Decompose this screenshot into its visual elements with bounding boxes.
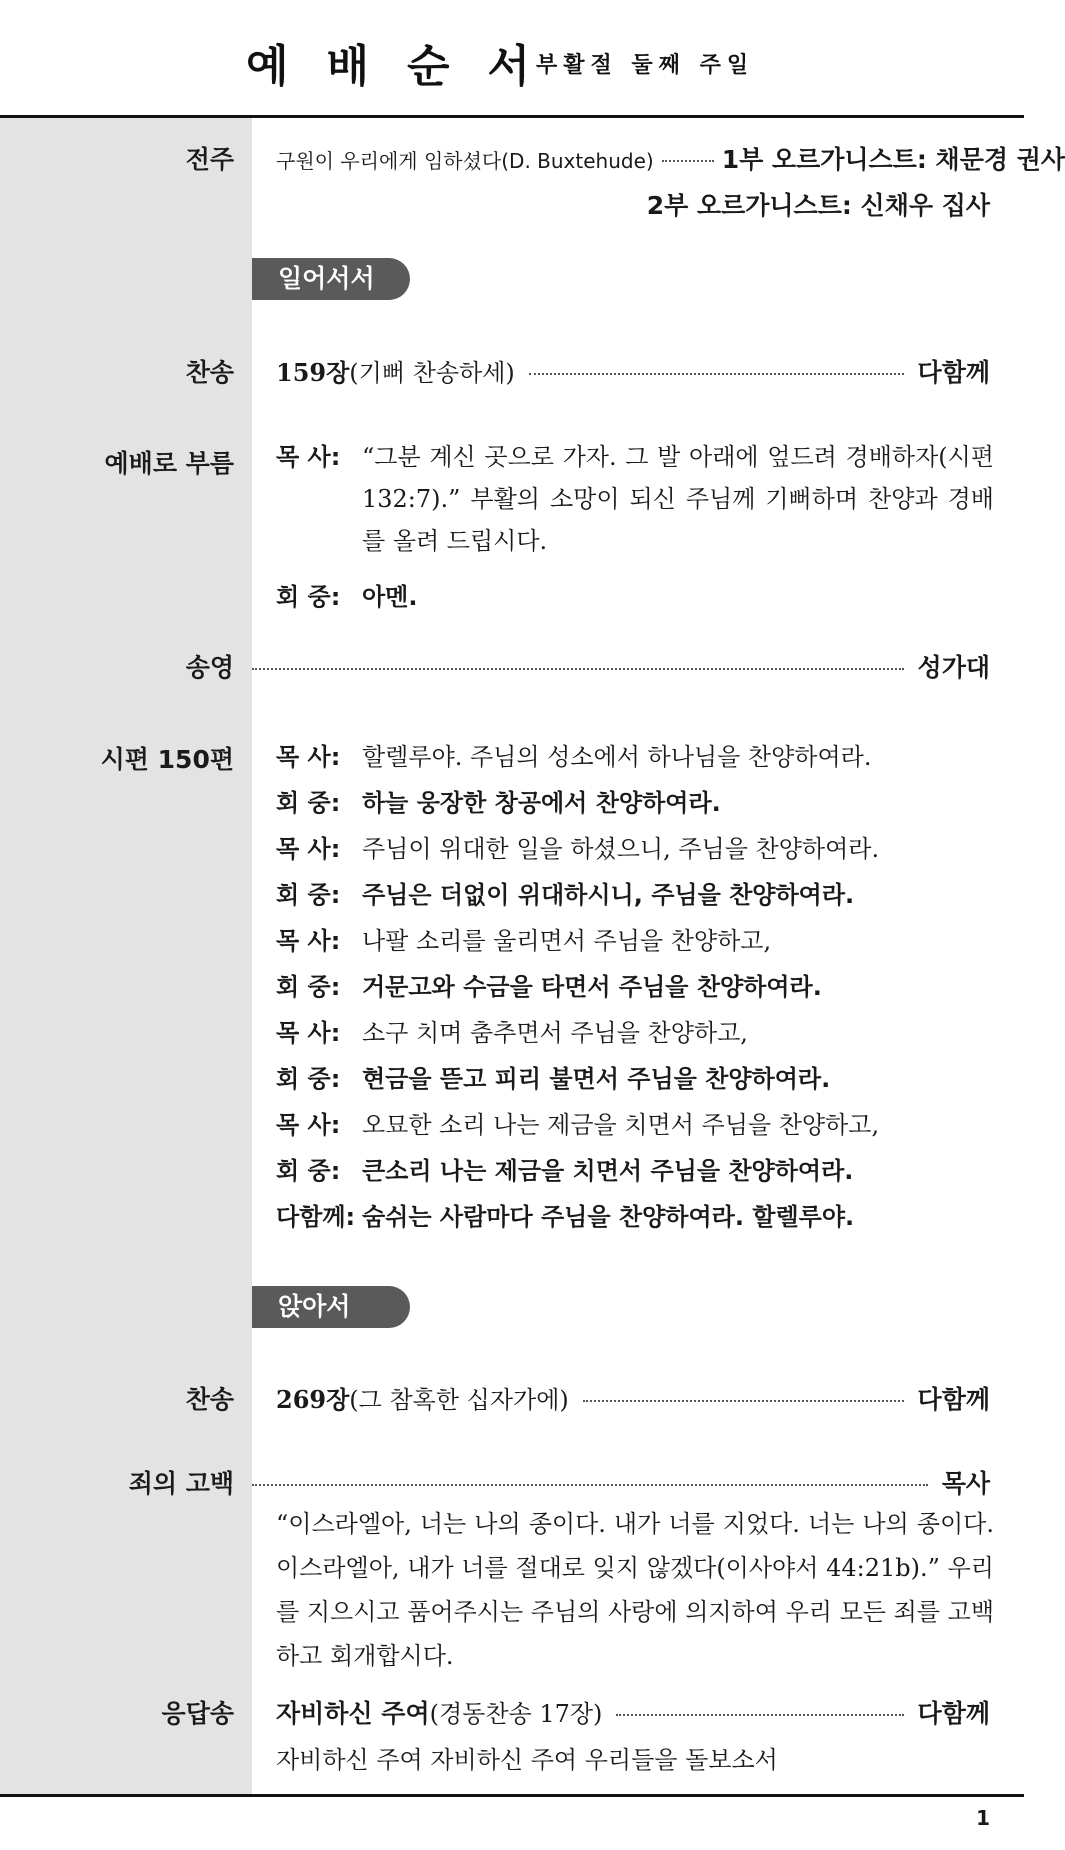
leader-dots (616, 1714, 903, 1716)
leader-dots (529, 373, 904, 375)
psalm-line (276, 920, 994, 962)
psalm-line (276, 828, 994, 870)
psalm-line (276, 1104, 994, 1146)
psalm-line (276, 736, 994, 778)
call-pastor-text: “그분 계신 곳으로 가자. 그 발 아래에 엎드려 경배하자(시편 132:7).” 부활의 소망이 되신 주님께 기뻐하며 찬양과 경배를 올려 드립시다. (362, 443, 994, 555)
page-number: 1 (976, 1806, 990, 1830)
anthem-line (252, 648, 990, 684)
bottom-divider (0, 1794, 1024, 1797)
hymn1-label: 찬송 (185, 358, 234, 387)
psalm-line-text: 하늘 웅장한 창공에서 찬양하여라. (362, 789, 721, 817)
leader-dots (252, 668, 904, 670)
role-label: 회 중: (276, 973, 341, 1001)
confession-label: 죄의 고백 (128, 1469, 234, 1498)
response-line (276, 1694, 990, 1730)
psalm-line-text: 소구 치며 춤추면서 주님을 찬양하고, (362, 1019, 748, 1047)
psalm-line-text: 현금을 뜯고 피리 불면서 주님을 찬양하여라. (362, 1065, 831, 1093)
psalm-line (276, 1058, 994, 1100)
prelude-line-2 (276, 186, 990, 222)
page-title: 예배순서 (246, 41, 569, 92)
prelude-organist-1: 1부 오르가니스트: 채문경 권사 (721, 145, 1065, 174)
psalm-line-text: 할렐루야. 주님의 성소에서 하나님을 찬양하여라. (362, 743, 872, 771)
psalm-line-text: 주님은 더없이 위대하시니, 주님을 찬양하여라. (362, 881, 855, 909)
page-header (0, 0, 1024, 117)
psalm-line-text: 큰소리 나는 제금을 치면서 주님을 찬양하여라. (362, 1157, 854, 1185)
confession-line (252, 1464, 990, 1500)
confession-leader: 목사 (941, 1469, 990, 1498)
response-label: 응답송 (161, 1699, 234, 1728)
psalm-line (276, 1196, 994, 1238)
hymn1-performer: 다함께 (917, 358, 990, 387)
psalm-line (276, 1012, 994, 1054)
anthem-label: 송영 (185, 653, 234, 682)
role-label: 회 중: (276, 583, 341, 611)
role-label: 목 사: (276, 835, 341, 863)
prelude-organist-2: 2부 오르가니스트: 신채우 집사 (646, 191, 990, 220)
response-performer: 다함께 (917, 1699, 990, 1728)
psalm-line-text: 주님이 위대한 일을 하셨으니, 주님을 찬양하여라. (362, 835, 880, 863)
anthem-performer: 성가대 (917, 653, 990, 682)
sit-banner: 앉아서 (252, 1286, 410, 1328)
role-label: 목 사: (276, 1111, 341, 1139)
leader-dots (252, 1484, 928, 1486)
psalm-line (276, 966, 994, 1008)
role-label: 목 사: (276, 443, 341, 471)
call-label: 예배로 부름 (104, 449, 234, 478)
psalm-line-text: 거문고와 수금을 타면서 주님을 찬양하여라. (362, 973, 822, 1001)
stand-banner: 일어서서 (252, 258, 410, 300)
psalm-line-text: 오묘한 소리 나는 제금을 치면서 주님을 찬양하고, (362, 1111, 880, 1139)
response-lyric: 자비하신 주여 자비하신 주여 우리들을 돌보소서 (276, 1746, 778, 1774)
hymn1-number: 159장 (276, 358, 350, 387)
hymn2-number: 269장 (276, 1385, 350, 1414)
psalm-line-text: 숨쉬는 사람마다 주님을 찬양하여라. 할렐루야. (362, 1203, 855, 1231)
psalm-label: 시편 150편 (100, 745, 234, 774)
hymn2-performer: 다함께 (917, 1385, 990, 1414)
prelude-line (276, 140, 1065, 176)
prelude-piece: 구원이 우리에게 임하셨다(D. Buxtehude) (276, 149, 654, 173)
role-label: 목 사: (276, 927, 341, 955)
hymn2-label: 찬송 (185, 1385, 234, 1414)
hymn2-title: (그 참혹한 십자가에) (349, 1386, 569, 1414)
hymn2-line (276, 1380, 990, 1416)
call-congregation-text: 아멘. (362, 583, 418, 611)
role-label: 목 사: (276, 1019, 341, 1047)
role-label: 회 중: (276, 789, 341, 817)
prelude-label: 전주 (185, 145, 234, 174)
call-congregation (276, 576, 994, 618)
confession-text: “이스라엘아, 너는 나의 종이다. 내가 너를 지었다. 너는 나의 종이다. 이스라엘아, 내가 너를 절대로 잊지 않겠다(이사야서 44:21b).” 우리를 지으시고 품어주시는 주님의 사랑에 의지하여 우리 모든 죄를 고백하고 회개합시다. (276, 1510, 994, 1670)
psalm-line (276, 874, 994, 916)
hymn1-line (276, 353, 990, 389)
page-subtitle: 부활절 둘째 주일 (536, 53, 755, 78)
role-label: 목 사: (276, 743, 341, 771)
psalm-line-text: 나팔 소리를 울리면서 주님을 찬양하고, (362, 927, 772, 955)
leader-dots (662, 160, 714, 162)
call-pastor (276, 436, 994, 562)
psalm-line (276, 1150, 994, 1192)
response-ref: (경동찬송 17장) (429, 1700, 603, 1728)
hymn1-title: (기뻐 찬송하세) (349, 359, 515, 387)
leader-dots (583, 1400, 904, 1402)
response-title: 자비하신 주여 (276, 1699, 430, 1728)
role-label: 회 중: (276, 881, 341, 909)
role-label: 다함께: (276, 1203, 356, 1231)
psalm-line (276, 782, 994, 824)
role-label: 회 중: (276, 1065, 341, 1093)
role-label: 회 중: (276, 1157, 341, 1185)
